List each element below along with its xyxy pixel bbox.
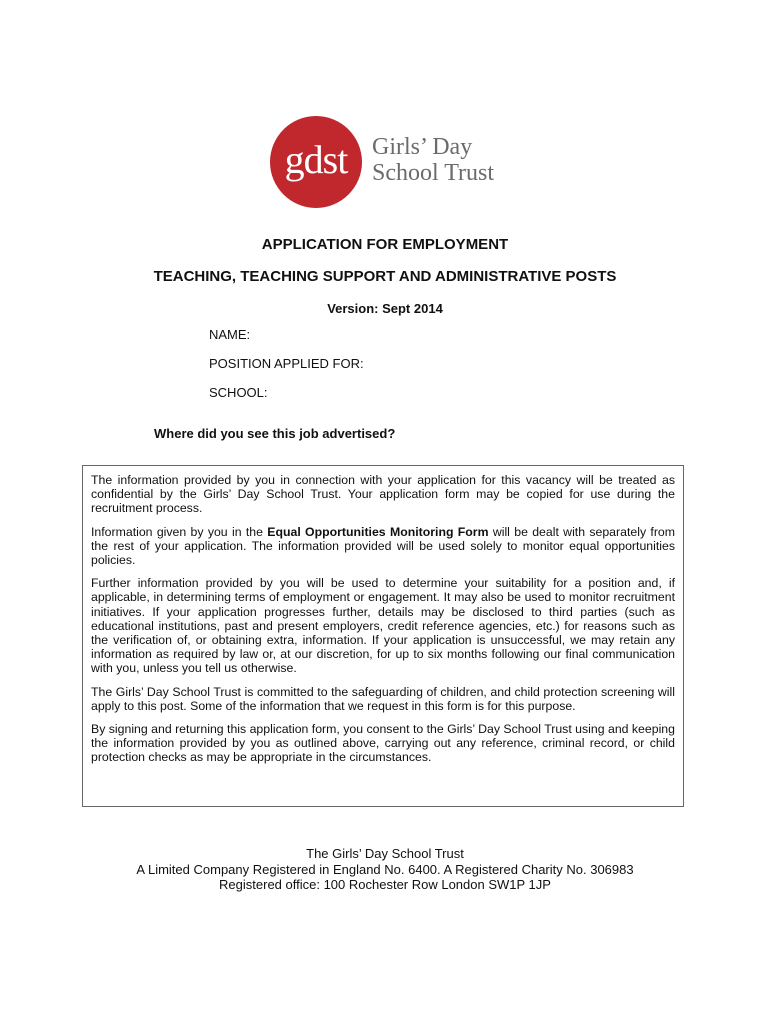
version-label: Version: Sept 2014 [327, 301, 443, 316]
notice-paragraph-3: Further information provided by you will be used to determine your suitability for a position and, if applicable, in determining terms of employment or engagement. It may also be used to monitor recruitment initiatives. If your application progresses further, details may be disclosed to third parties (such as educational institutions, past and present employers, credit reference agencies, etc.) for reasons such as the verification of, or obtaining extra, information. If your application is unsuccessful, we may retain any information as required by law or, at our discretion, for up to six months following our final communication with you, unless you tell us otherwise. [91, 576, 675, 676]
advert-source-question: Where did you see this job advertised? [154, 426, 396, 441]
notice-p2-end: will be dealt with separately from the rest of your application. The information provided will be used solely to monitor equal opportunities policies. [91, 524, 675, 568]
gdst-logo [270, 116, 510, 208]
notice-paragraph-2 [91, 525, 675, 568]
notice-paragraph-1: The information provided by you in connection with your application for this vacancy will be treated as confidential by the Girls’ Day School Trust. Your application form may be copied for use during the recruitment process. [91, 473, 675, 516]
notice-paragraph-5: By signing and returning this application form, you consent to the Girls’ Day School Trust using and keeping the information provided by you as outlined above, carrying out any reference, criminal record, or child protection checks as may be appropriate in the circumstances. [91, 722, 675, 765]
notice-paragraph-4: The Girls’ Day School Trust is committed to the safeguarding of children, and child protection screening will apply to this post. Some of the information that we request in this form is for this purpose. [91, 684, 675, 713]
logo-line-1: Girls’ Day [372, 134, 473, 160]
notice-p2-start: Information given by you in the [91, 524, 268, 539]
equal-opportunities-form-ref: Equal Opportunities Monitoring Form [267, 524, 489, 539]
page-title: APPLICATION FOR EMPLOYMENT [261, 236, 509, 253]
logo-mark: gdst [284, 137, 348, 182]
privacy-notice-box [82, 465, 684, 807]
page-subtitle: TEACHING, TEACHING SUPPORT AND ADMINISTRATIVE POSTS [153, 268, 617, 285]
position-field-label: POSITION APPLIED FOR: [209, 356, 364, 371]
name-field-label: NAME: [209, 327, 251, 342]
logo-line-2: School Trust [372, 160, 495, 186]
school-field-label: SCHOOL: [209, 385, 268, 400]
logo-wordmark [372, 134, 494, 186]
footer-registration: A Limited Company Registered in England No. 6400. A Registered Charity No. 306983 [136, 861, 634, 877]
footer-org-name: The Girls’ Day School Trust [306, 846, 464, 861]
footer [0, 846, 770, 893]
footer-address: Registered office: 100 Rochester Row London SW1P 1JP [219, 877, 551, 892]
